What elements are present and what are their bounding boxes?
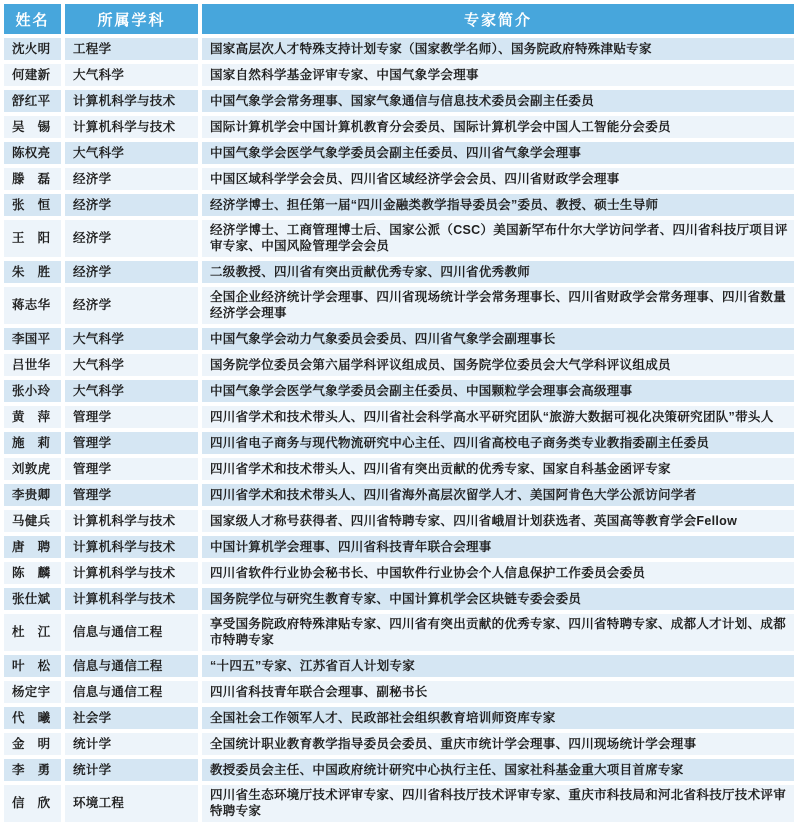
expert-discipline: 工程学 xyxy=(65,38,198,60)
table-row xyxy=(4,287,794,324)
expert-profile: 国家级人才称号获得者、四川省特聘专家、四川省峨眉计划获选者、英国高等教育学会Fellow xyxy=(202,510,794,532)
expert-name: 张小玲 xyxy=(4,380,61,402)
expert-discipline: 社会学 xyxy=(65,707,198,729)
table-row xyxy=(4,220,794,257)
expert-name: 李贵卿 xyxy=(4,484,61,506)
table-row xyxy=(4,681,794,703)
expert-discipline: 计算机科学与技术 xyxy=(65,90,198,112)
expert-name: 施 莉 xyxy=(4,432,61,454)
expert-name: 信 欣 xyxy=(4,785,61,822)
expert-profile: 四川省生态环境厅技术评审专家、四川省科技厅技术评审专家、重庆市科技局和河北省科技厅技术评审特聘专家 xyxy=(202,785,794,822)
expert-name: 李国平 xyxy=(4,328,61,350)
expert-name: 刘敦虎 xyxy=(4,458,61,480)
expert-profile: 中国气象学会医学气象学委员会副主任委员、中国颗粒学会理事会高级理事 xyxy=(202,380,794,402)
expert-discipline: 环境工程 xyxy=(65,785,198,822)
expert-profile: 四川省学术和技术带头人、四川省有突出贡献的优秀专家、国家自科基金函评专家 xyxy=(202,458,794,480)
expert-profile: 中国气象学会医学气象学委员会副主任委员、四川省气象学会理事 xyxy=(202,142,794,164)
expert-discipline: 管理学 xyxy=(65,484,198,506)
table-header xyxy=(4,4,794,34)
expert-discipline: 信息与通信工程 xyxy=(65,655,198,677)
table-row xyxy=(4,759,794,781)
expert-profile: 四川省电子商务与现代物流研究中心主任、四川省高校电子商务类专业教指委副主任委员 xyxy=(202,432,794,454)
expert-discipline: 信息与通信工程 xyxy=(65,614,198,651)
column-header-discipline: 所属学科 xyxy=(65,4,198,34)
expert-name: 张仕斌 xyxy=(4,588,61,610)
expert-name: 唐 聘 xyxy=(4,536,61,558)
table-row xyxy=(4,588,794,610)
expert-discipline: 大气科学 xyxy=(65,142,198,164)
expert-discipline: 管理学 xyxy=(65,406,198,428)
table-row xyxy=(4,328,794,350)
table-row xyxy=(4,707,794,729)
table-row xyxy=(4,614,794,651)
expert-profile: 二级教授、四川省有突出贡献优秀专家、四川省优秀教师 xyxy=(202,261,794,283)
expert-profile: 全国社会工作领军人才、民政部社会组织教育培训师资库专家 xyxy=(202,707,794,729)
expert-profile: “十四五”专家、江苏省百人计划专家 xyxy=(202,655,794,677)
expert-name: 舒红平 xyxy=(4,90,61,112)
expert-profile: 四川省学术和技术带头人、四川省社会科学高水平研究团队“旅游大数据可视化决策研究团队”带头人 xyxy=(202,406,794,428)
expert-name: 蒋志华 xyxy=(4,287,61,324)
expert-discipline: 管理学 xyxy=(65,432,198,454)
expert-profile: 国家自然科学基金评审专家、中国气象学会理事 xyxy=(202,64,794,86)
expert-name: 代 曦 xyxy=(4,707,61,729)
expert-profile: 中国计算机学会理事、四川省科技青年联合会理事 xyxy=(202,536,794,558)
table-row xyxy=(4,536,794,558)
column-header-profile: 专家简介 xyxy=(202,4,794,34)
expert-profile: 享受国务院政府特殊津贴专家、四川省有突出贡献的优秀专家、四川省特聘专家、成都人才计划、成都市特聘专家 xyxy=(202,614,794,651)
table-row xyxy=(4,380,794,402)
table-row xyxy=(4,38,794,60)
expert-discipline: 大气科学 xyxy=(65,64,198,86)
expert-profile: 四川省科技青年联合会理事、副秘书长 xyxy=(202,681,794,703)
header-row xyxy=(4,4,794,34)
expert-discipline: 大气科学 xyxy=(65,354,198,376)
expert-profile: 国家高层次人才特殊支持计划专家（国家教学名师）、国务院政府特殊津贴专家 xyxy=(202,38,794,60)
expert-name: 黄 萍 xyxy=(4,406,61,428)
expert-name: 沈火明 xyxy=(4,38,61,60)
expert-discipline: 计算机科学与技术 xyxy=(65,116,198,138)
expert-profile: 中国气象学会动力气象委员会委员、四川省气象学会副理事长 xyxy=(202,328,794,350)
expert-profile: 四川省软件行业协会秘书长、中国软件行业协会个人信息保护工作委员会委员 xyxy=(202,562,794,584)
expert-profile: 教授委员会主任、中国政府统计研究中心执行主任、国家社科基金重大项目首席专家 xyxy=(202,759,794,781)
expert-name: 杜 江 xyxy=(4,614,61,651)
expert-profile: 全国统计职业教育教学指导委员会委员、重庆市统计学会理事、四川现场统计学会理事 xyxy=(202,733,794,755)
table-row xyxy=(4,90,794,112)
table-row xyxy=(4,733,794,755)
table-row xyxy=(4,432,794,454)
expert-profile: 经济学博士、工商管理博士后、国家公派（CSC）美国新罕布什尔大学访问学者、四川省科技厅项目评审专家、中国风险管理学会会员 xyxy=(202,220,794,257)
expert-discipline: 计算机科学与技术 xyxy=(65,510,198,532)
expert-discipline: 计算机科学与技术 xyxy=(65,588,198,610)
table-row xyxy=(4,261,794,283)
expert-discipline: 大气科学 xyxy=(65,380,198,402)
expert-profile: 国际计算机学会中国计算机教育分会委员、国际计算机学会中国人工智能分会委员 xyxy=(202,116,794,138)
expert-profile: 中国气象学会常务理事、国家气象通信与信息技术委员会副主任委员 xyxy=(202,90,794,112)
expert-discipline: 经济学 xyxy=(65,168,198,190)
expert-discipline: 大气科学 xyxy=(65,328,198,350)
expert-name: 张 恒 xyxy=(4,194,61,216)
table-body xyxy=(4,38,794,822)
expert-name: 马健兵 xyxy=(4,510,61,532)
expert-discipline: 计算机科学与技术 xyxy=(65,562,198,584)
expert-name: 何建新 xyxy=(4,64,61,86)
table-row xyxy=(4,785,794,822)
table-row xyxy=(4,458,794,480)
table-row xyxy=(4,510,794,532)
table-row xyxy=(4,484,794,506)
expert-name: 陈 麟 xyxy=(4,562,61,584)
expert-profile: 国务院学位与研究生教育专家、中国计算机学会区块链专委会委员 xyxy=(202,588,794,610)
column-header-name: 姓名 xyxy=(4,4,61,34)
table-row xyxy=(4,655,794,677)
table-row xyxy=(4,64,794,86)
expert-name: 朱 胜 xyxy=(4,261,61,283)
expert-name: 叶 松 xyxy=(4,655,61,677)
table-row xyxy=(4,116,794,138)
expert-profile: 国务院学位委员会第六届学科评议组成员、国务院学位委员会大气学科评议组成员 xyxy=(202,354,794,376)
expert-name: 吴 锡 xyxy=(4,116,61,138)
expert-discipline: 管理学 xyxy=(65,458,198,480)
expert-name: 金 明 xyxy=(4,733,61,755)
expert-profile: 经济学博士、担任第一届“四川金融类教学指导委员会”委员、教授、硕士生导师 xyxy=(202,194,794,216)
expert-discipline: 经济学 xyxy=(65,220,198,257)
expert-discipline: 统计学 xyxy=(65,759,198,781)
expert-discipline: 经济学 xyxy=(65,194,198,216)
expert-name: 滕 磊 xyxy=(4,168,61,190)
expert-discipline: 经济学 xyxy=(65,287,198,324)
expert-profile: 四川省学术和技术带头人、四川省海外高层次留学人才、美国阿肯色大学公派访问学者 xyxy=(202,484,794,506)
expert-name: 吕世华 xyxy=(4,354,61,376)
expert-discipline: 计算机科学与技术 xyxy=(65,536,198,558)
table-row xyxy=(4,194,794,216)
expert-discipline: 经济学 xyxy=(65,261,198,283)
table-row xyxy=(4,142,794,164)
table-row xyxy=(4,562,794,584)
expert-discipline: 信息与通信工程 xyxy=(65,681,198,703)
table-row xyxy=(4,406,794,428)
expert-name: 王 阳 xyxy=(4,220,61,257)
expert-name: 杨定宇 xyxy=(4,681,61,703)
expert-name: 李 勇 xyxy=(4,759,61,781)
expert-profile: 全国企业经济统计学会理事、四川省现场统计学会常务理事长、四川省财政学会常务理事、四川省数量经济学会理事 xyxy=(202,287,794,324)
expert-profile: 中国区域科学学会会员、四川省区域经济学会会员、四川省财政学会理事 xyxy=(202,168,794,190)
expert-discipline: 统计学 xyxy=(65,733,198,755)
expert-name: 陈权亮 xyxy=(4,142,61,164)
table-row xyxy=(4,168,794,190)
table-row xyxy=(4,354,794,376)
